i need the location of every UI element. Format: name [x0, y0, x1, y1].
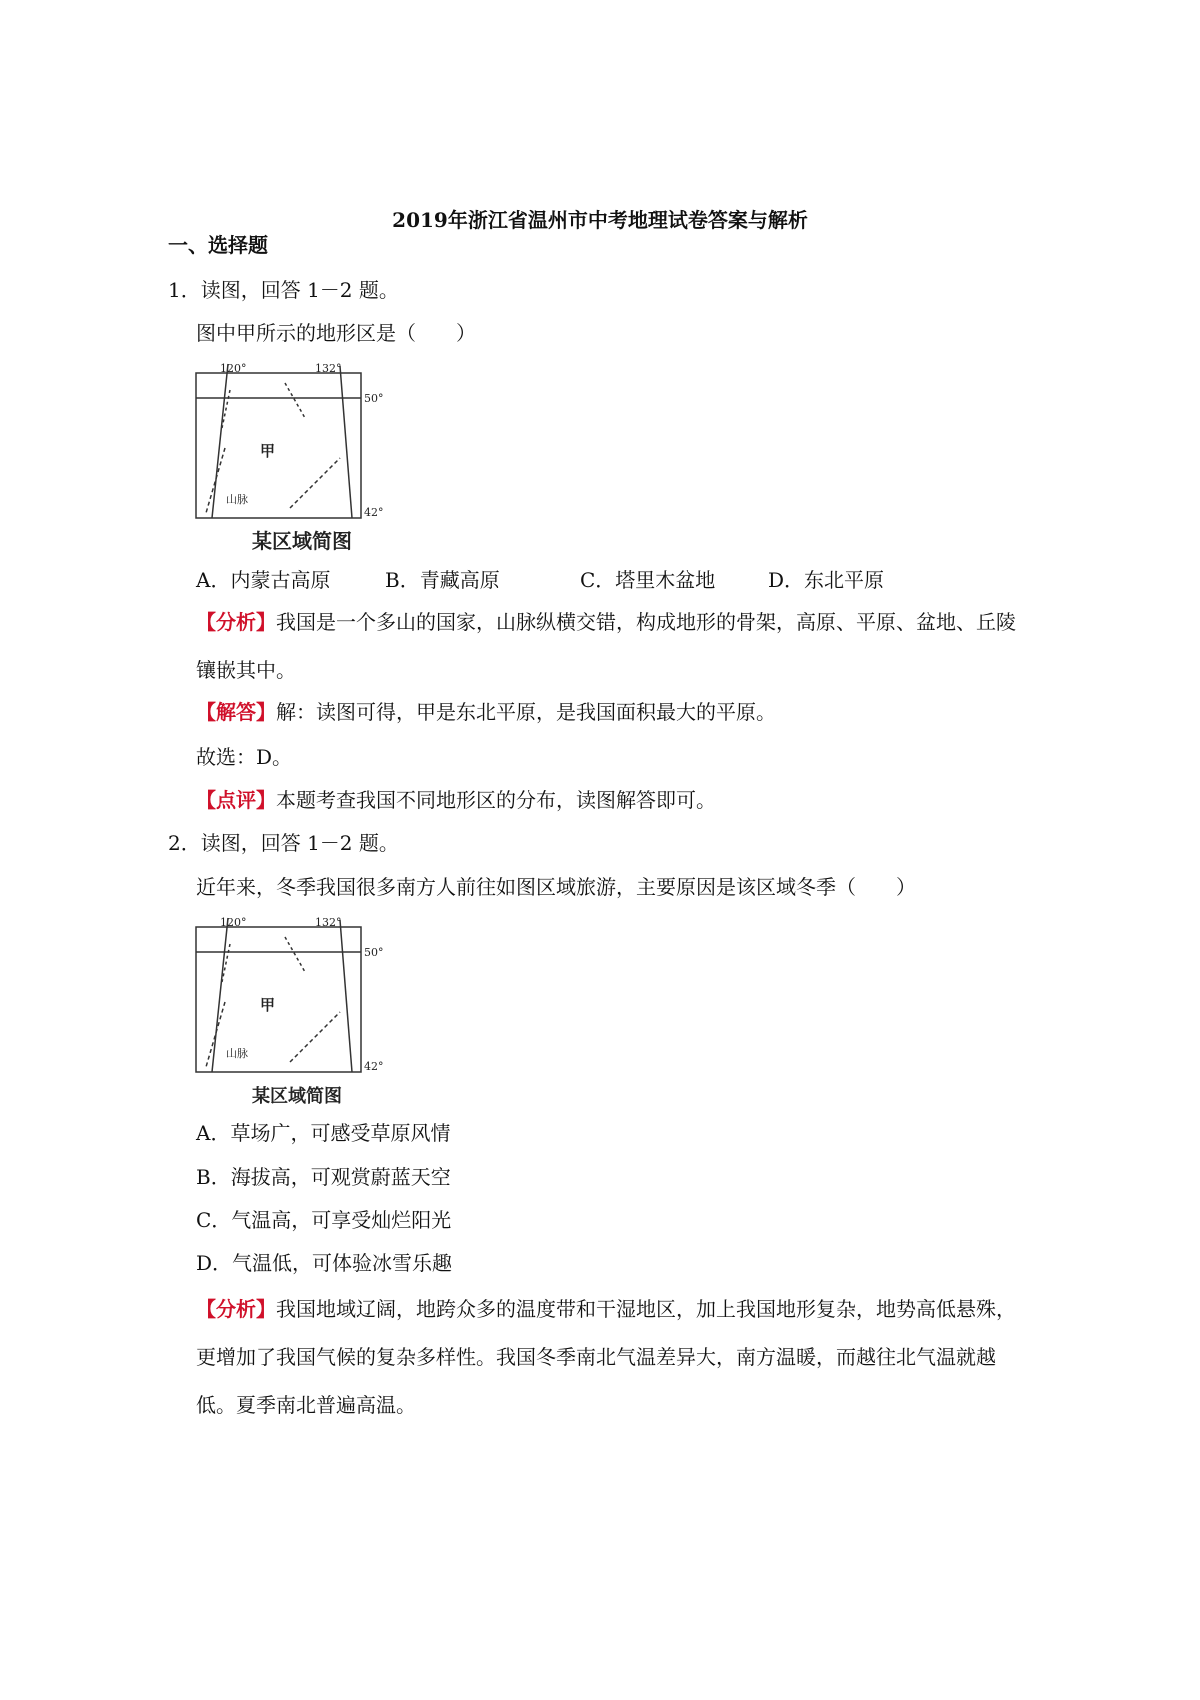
q1-option-b: B．青藏高原	[385, 568, 500, 592]
q2-question: 近年来，冬季我国很多南方人前往如图区域旅游，主要原因是该区域冬季（ ）	[196, 875, 916, 899]
q2-map-lat-42: 42°	[364, 1060, 384, 1073]
q1-map-mountain-label: 山脉	[226, 493, 248, 506]
q1-option-c: C．塔里木盆地	[580, 568, 716, 592]
q2-stem: 2．读图，回答 1－2 题。	[168, 831, 399, 855]
q1-option-a: A．内蒙古高原	[196, 568, 331, 592]
document-title: 2019年浙江省温州市中考地理试卷答案与解析	[392, 208, 808, 232]
q1-comment-tag: 【点评】	[196, 788, 276, 812]
q1-answer-text: 解：读图可得，甲是东北平原，是我国面积最大的平原。	[276, 700, 776, 724]
q2-option-b: B．海拔高，可观赏蔚蓝天空	[196, 1165, 451, 1189]
q1-analysis-text: 我国是一个多山的国家，山脉纵横交错，构成地形的骨架，高原、平原、盆地、丘陵镶嵌其中。	[196, 610, 1016, 682]
q1-map-region-label: 甲	[260, 442, 276, 460]
q2-map-caption: 某区域简图	[252, 1086, 342, 1107]
q1-map-lon-132: 132°	[315, 362, 342, 375]
q2-map-lon-120: 120°	[220, 916, 247, 929]
q1-map-lon-120: 120°	[220, 362, 247, 375]
q2-analysis	[196, 1285, 1026, 1429]
q1-comment-text: 本题考查我国不同地形区的分布，读图解答即可。	[276, 788, 716, 812]
q1-map-lat-50: 50°	[364, 392, 384, 405]
q2-map-mountain-label: 山脉	[226, 1047, 248, 1060]
q2-map-region-label: 甲	[260, 996, 276, 1014]
section-heading: 一、选择题	[168, 233, 268, 257]
q1-answer	[196, 697, 776, 727]
q2-region-map	[190, 912, 384, 1110]
q1-map-lat-42: 42°	[364, 506, 384, 519]
q2-map-lon-132: 132°	[315, 916, 342, 929]
q1-question: 图中甲所示的地形区是（ ）	[196, 321, 476, 345]
q1-answer-tag: 【解答】	[196, 700, 276, 724]
q2-option-d: D．气温低，可体验冰雪乐趣	[196, 1251, 453, 1275]
q2-analysis-text: 我国地域辽阔，地跨众多的温度带和干湿地区，加上我国地形复杂，地势高低悬殊，更增加了我国气候的复杂多样性。我国冬季南北气温差异大，南方温暖，而越往北气温就越低。夏季南北普遍高温。	[196, 1297, 1016, 1417]
q1-comment	[196, 785, 716, 815]
q1-option-d: D．东北平原	[768, 568, 885, 592]
q2-option-c: C．气温高，可享受灿烂阳光	[196, 1208, 452, 1232]
q1-region-map	[190, 358, 384, 556]
q1-choice: 故选：D。	[196, 745, 293, 769]
q2-map-lat-50: 50°	[364, 946, 384, 959]
q1-map-caption: 某区域简图	[252, 529, 352, 553]
q1-analysis	[196, 598, 1026, 694]
q2-option-a: A．草场广，可感受草原风情	[196, 1121, 451, 1145]
q1-stem: 1．读图，回答 1－2 题。	[168, 278, 399, 302]
q2-analysis-tag: 【分析】	[196, 1297, 276, 1321]
q1-analysis-tag: 【分析】	[196, 610, 276, 634]
